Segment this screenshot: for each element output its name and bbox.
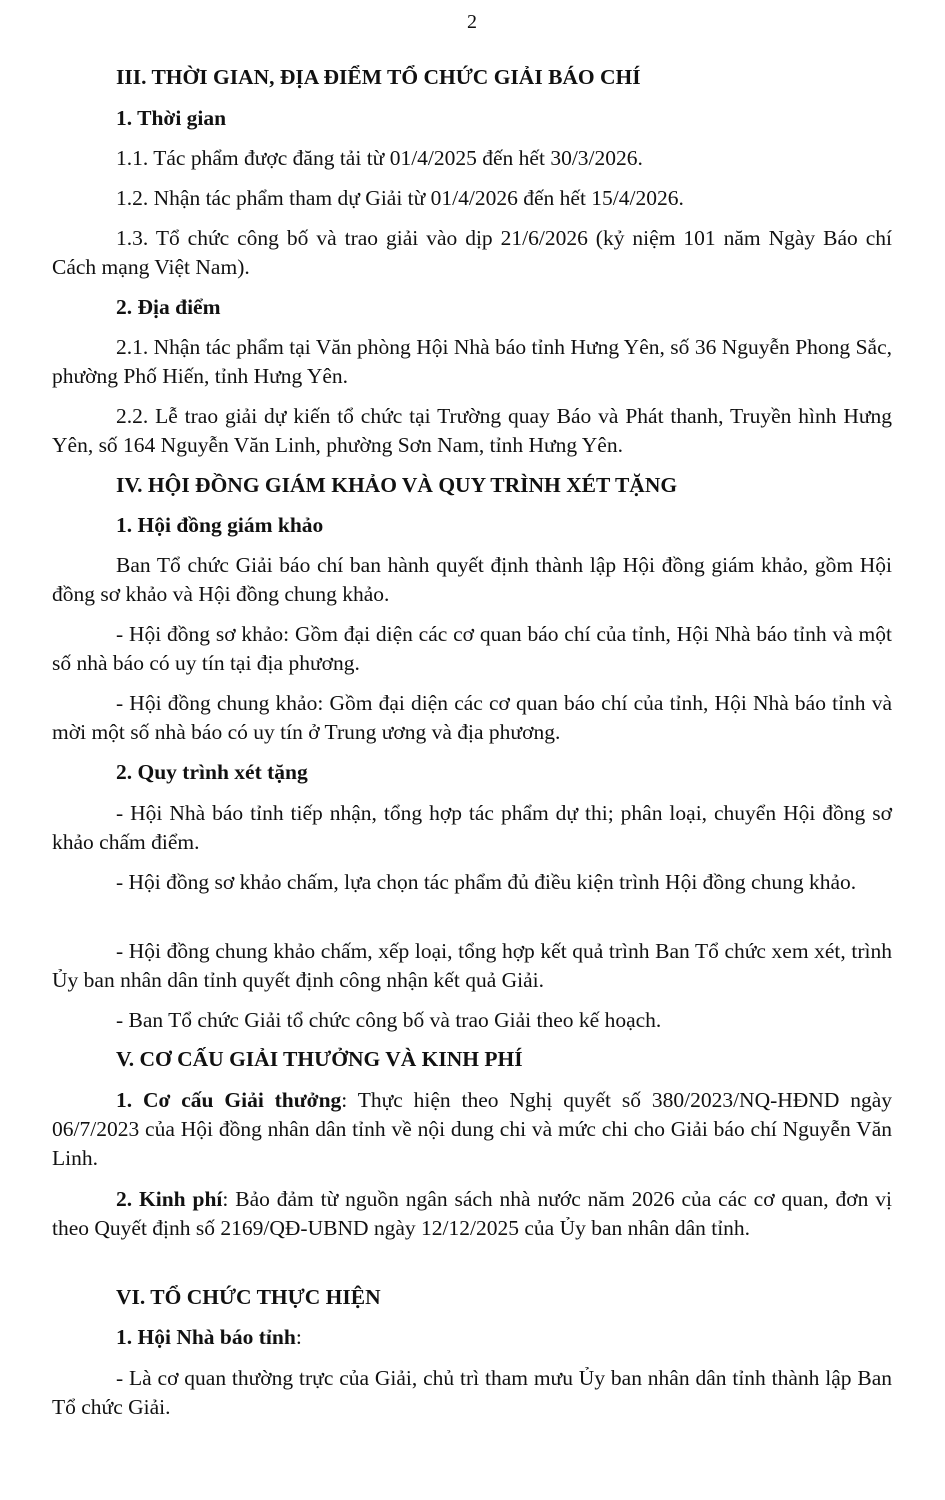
place-heading: 2. Địa điểm	[116, 295, 221, 319]
funding-label: 2. Kinh phí	[116, 1187, 223, 1211]
funding	[52, 1185, 892, 1243]
council-preliminary: - Hội đồng sơ khảo: Gồm đại diện các cơ quan báo chí của tỉnh, Hội Nhà báo tỉnh và một số nhà báo có uy tín tại địa phương.	[52, 622, 892, 675]
process-step-3: - Hội đồng chung khảo chấm, xếp loại, tổng hợp kết quả trình Ban Tổ chức xem xét, trình Ủy ban nhân dân tỉnh quyết định công nhận kết quả Giải.	[52, 939, 892, 992]
time-item-2: 1.2. Nhận tác phẩm tham dự Giải từ 01/4/2026 đến hết 15/4/2026.	[116, 186, 684, 210]
association-heading-text: 1. Hội Nhà báo tỉnh	[116, 1325, 296, 1349]
section-5-title: V. CƠ CẤU GIẢI THƯỞNG VÀ KINH PHÍ	[116, 1047, 523, 1071]
section-4-title: IV. HỘI ĐỒNG GIÁM KHẢO VÀ QUY TRÌNH XÉT TẶNG	[116, 473, 678, 497]
prize-structure-text: : Thực hiện theo Nghị quyết số 380/2023/NQ-HĐND ngày 06/7/2023 của Hội đồng nhân dân tỉnh về nội dung chi và mức chi cho Giải báo chí Nguyễn Văn Linh.	[52, 1088, 893, 1170]
association-heading	[52, 1323, 892, 1352]
council-heading: 1. Hội đồng giám khảo	[116, 513, 324, 537]
page-number: 2	[467, 11, 477, 33]
place-item-1: 2.1. Nhận tác phẩm tại Văn phòng Hội Nhà báo tỉnh Hưng Yên, số 36 Nguyễn Phong Sắc, phường Phố Hiến, tỉnh Hưng Yên.	[52, 335, 892, 388]
process-step-2: - Hội đồng sơ khảo chấm, lựa chọn tác phẩm đủ điều kiện trình Hội đồng chung khảo.	[116, 870, 857, 894]
process-step-1: - Hội Nhà báo tỉnh tiếp nhận, tổng hợp tác phẩm dự thi; phân loại, chuyển Hội đồng sơ khảo chấm điểm.	[52, 801, 892, 854]
time-heading: 1. Thời gian	[116, 106, 227, 130]
time-item-3: 1.3. Tổ chức công bố và trao giải vào dịp 21/6/2026 (kỷ niệm 101 năm Ngày Báo chí Cách mạng Việt Nam).	[52, 226, 892, 279]
association-heading-colon: :	[295, 1325, 302, 1349]
time-item-1: 1.1. Tác phẩm được đăng tải từ 01/4/2025 đến hết 30/3/2026.	[116, 146, 643, 170]
section-6-title: VI. TỔ CHỨC THỰC HIỆN	[116, 1285, 381, 1309]
funding-text: : Bảo đảm từ nguồn ngân sách nhà nước năm 2026 của các cơ quan, đơn vị theo Quyết định số 2169/QĐ-UBND ngày 12/12/2025 của Ủy ban nhân dân tỉnh.	[52, 1187, 892, 1240]
council-final: - Hội đồng chung khảo: Gồm đại diện các cơ quan báo chí của tỉnh, Hội Nhà báo tỉnh và mời một số nhà báo có uy tín ở Trung ương và địa phương.	[52, 691, 892, 744]
prize-structure	[52, 1086, 892, 1173]
association-duty-1: - Là cơ quan thường trực của Giải, chủ trì tham mưu Ủy ban nhân dân tỉnh thành lập Ban Tổ chức Giải.	[52, 1366, 892, 1419]
process-step-4: - Ban Tổ chức Giải tổ chức công bố và trao Giải theo kế hoạch.	[116, 1008, 662, 1032]
council-intro: Ban Tổ chức Giải báo chí ban hành quyết định thành lập Hội đồng giám khảo, gồm Hội đồng sơ khảo và Hội đồng chung khảo.	[52, 553, 892, 606]
prize-structure-label: 1. Cơ cấu Giải thưởng	[116, 1088, 342, 1112]
process-heading: 2. Quy trình xét tặng	[116, 760, 308, 784]
section-3-title: III. THỜI GIAN, ĐỊA ĐIỂM TỔ CHỨC GIẢI BÁO CHÍ	[116, 65, 641, 89]
place-item-2: 2.2. Lễ trao giải dự kiến tổ chức tại Trường quay Báo và Phát thanh, Truyền hình Hưng Yên, số 164 Nguyễn Văn Linh, phường Sơn Nam, tỉnh Hưng Yên.	[52, 404, 892, 457]
